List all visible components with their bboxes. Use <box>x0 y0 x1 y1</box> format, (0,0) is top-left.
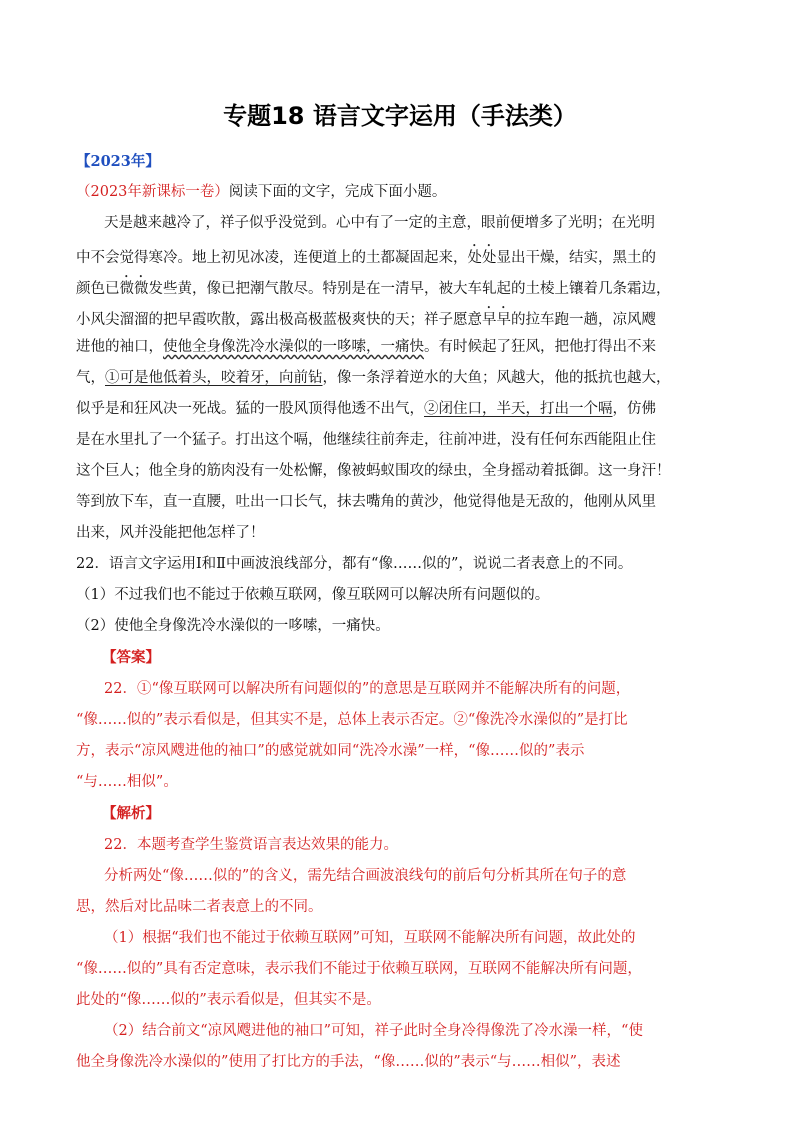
analysis-line-5: “像……似的”具有否定意味，表示我们不能过于依赖互联网，互联网不能解决所有问题， <box>76 961 642 977</box>
passage-text: 似乎是和狂风决一死战。猛的一股风顶得他透不出气， <box>76 401 424 417</box>
source-line <box>76 180 446 201</box>
passage-text: 小风尖溜溜的把早霞吹散，露出极高极蓝极爽快的天；祥子愿意 <box>76 312 482 328</box>
answer-line-1: 22．①“像互联网可以解决所有问题似的”的意思是互联网并不能解决所有的问题， <box>104 681 631 697</box>
passage-text: 进他的袖口， <box>76 339 163 355</box>
year-tag: 【2023年】 <box>76 153 160 170</box>
passage-line-7 <box>76 397 656 418</box>
answer-line-4: “与……相似”。 <box>76 774 178 790</box>
passage-text: ，像一条浮着逆水的大鱼；风越大，他的抵抗也越大， <box>322 370 671 386</box>
question-item-1: （1）不过我们也不能过于依赖互联网，像互联网可以解决所有问题似的。 <box>76 587 550 603</box>
passage-line-9: 这个巨人；他全身的筋肉没有一处松懈，像被蚂蚁围攻的绿虫，全身摇动着抵御。这一身汗！ <box>76 463 671 479</box>
emphasis-dots-text: 处处 <box>467 250 497 266</box>
underlined-sentence-1: ①可是他低着头，咬着牙，向前钻 <box>105 370 323 386</box>
passage-text: ，仿佛 <box>612 401 656 417</box>
underlined-sentence-2: ②闭住口，半天，打出一个嗝 <box>424 401 613 417</box>
answer-label: 【答案】 <box>102 649 160 666</box>
emphasis-dots-text: 早早 <box>482 312 511 328</box>
analysis-line-6: 此处的“像……似的”表示看似是，但其实不是。 <box>76 992 381 1008</box>
page-title: 专题18 语言文字运用（手法类） <box>223 102 577 130</box>
analysis-line-4: （1）根据“我们也不能过于依赖互联网”可知，互联网不能解决所有问题，故此处的 <box>104 930 636 946</box>
passage-line-5 <box>76 335 656 356</box>
analysis-line-3: 思，然后对比品味二者表意上的不同。 <box>76 899 323 915</box>
passage-line-4 <box>76 304 656 329</box>
question-item-2: （2）使他全身像洗冷水澡似的一哆嗦，一痛快。 <box>76 618 390 634</box>
passage-line-8: 是在水里扎了一个猛子。打出这个嗝，他继续往前奔走，往前冲进，没有任何东西能阻止住 <box>76 432 656 448</box>
analysis-line-8: 他全身像洗冷水澡似的”使用了打比方的手法，“像……似的”表示“与……相似”，表述 <box>76 1054 621 1070</box>
passage-text: 显出干燥，结实，黑土的 <box>496 250 656 266</box>
passage-line-1: 天是越来越冷了，祥子似乎没觉到。心中有了一定的主意，眼前便增多了光明；在光明 <box>104 215 655 231</box>
analysis-label: 【解析】 <box>102 805 160 822</box>
passage-text: 颜色已 <box>76 281 120 297</box>
passage-text: 中不会觉得寒冷。地上初见冰凌，连便道上的土都凝固起来， <box>76 250 468 266</box>
analysis-line-2: 分析两处“像……似的”的含义，需先结合画波浪线句的前后句分析其所在句子的意 <box>104 868 627 884</box>
passage-line-11: 出来，风并没能把他怎样了！ <box>76 525 265 541</box>
source-instruction: 阅读下面的文字，完成下面小题。 <box>228 184 447 200</box>
passage-line-10: 等到放下车，直一直腰，吐出一口长气，抹去嘴角的黄沙，他觉得他是无敌的，他刚从风里 <box>76 494 656 510</box>
passage-line-2 <box>76 242 656 267</box>
answer-line-2: “像……似的”表示看似是，但其实不是，总体上表示否定。②“像洗冷水澡似的”是打比 <box>76 712 628 728</box>
passage-line-3 <box>76 273 671 298</box>
answer-line-3: 方，表示“凉风飕进他的袖口”的感觉就如同“洗冷水澡”一样，“像……似的”表示 <box>76 743 585 759</box>
passage-text: 的拉车跑一趟，凉风飕 <box>511 312 656 328</box>
passage-text: 发些黄，像已把潮气散尽。特别是在一清早，被大车轧起的土棱上镶着几条霜边， <box>148 281 671 297</box>
emphasis-dots-text: 微微 <box>119 281 149 297</box>
source-paren: （2023年新课标一卷） <box>76 184 229 200</box>
passage-line-6 <box>76 366 671 387</box>
passage-text: 气， <box>76 370 105 386</box>
analysis-line-7: （2）结合前文“凉风飕进他的袖口”可知，祥子此时全身冷得像洗了冷水澡一样，“使 <box>104 1023 643 1039</box>
wavy-underlined-sentence: 使他全身像洗冷水澡似的一哆嗦，一痛快 <box>163 339 424 355</box>
question-stem: 22．语言文字运用Ⅰ和Ⅱ中画波浪线部分，都有“像……似的”，说说二者表意上的不同。 <box>76 556 633 572</box>
passage-text: 。有时候起了狂风，把他打得出不来 <box>424 339 656 355</box>
analysis-line-1: 22．本题考查学生鉴赏语言表达效果的能力。 <box>104 837 398 853</box>
